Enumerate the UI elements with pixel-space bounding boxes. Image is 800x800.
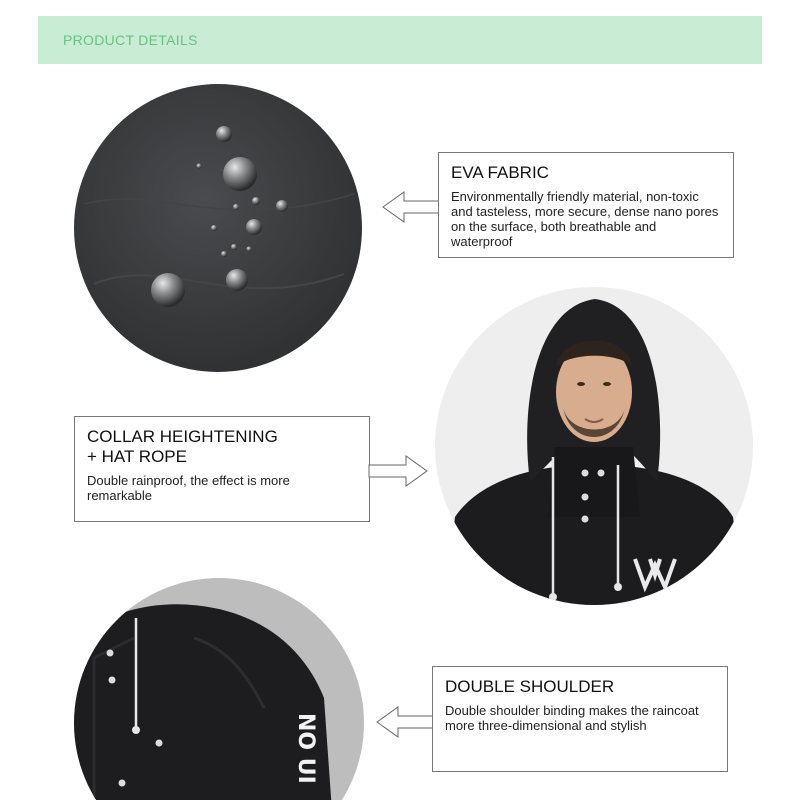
eva-fabric-title: EVA FABRIC [451, 163, 549, 182]
header-title: PRODUCT DETAILS [63, 32, 198, 48]
arrow-right-icon [368, 454, 428, 488]
raincoat-shoulder-closeup-image [74, 578, 364, 800]
collar-description: Double rainproof, the effect is more remarkable [87, 473, 290, 503]
eva-fabric-description: Environmentally friendly material, non-toxic and tasteless, more secure, dense nano pores on the surface, both breathable and waterproof [451, 189, 719, 249]
collar-title-line1: COLLAR HEIGHTENING [87, 427, 278, 446]
fabric-water-droplets-image [74, 84, 362, 372]
product-details-header [38, 16, 762, 64]
svg-text:NO UI: NO UI [293, 713, 318, 784]
arrow-left-icon [382, 190, 442, 224]
double-shoulder-title: DOUBLE SHOULDER [445, 677, 615, 696]
hooded-raincoat-model-image [435, 287, 753, 605]
collar-callout [74, 416, 370, 522]
double-shoulder-callout [432, 666, 728, 772]
eva-fabric-callout [438, 152, 734, 258]
collar-title-line2: + HAT ROPE [87, 447, 187, 466]
arrow-left-icon [376, 705, 436, 739]
double-shoulder-description: Double shoulder binding makes the raincoat more three-dimensional and stylish [445, 703, 699, 733]
